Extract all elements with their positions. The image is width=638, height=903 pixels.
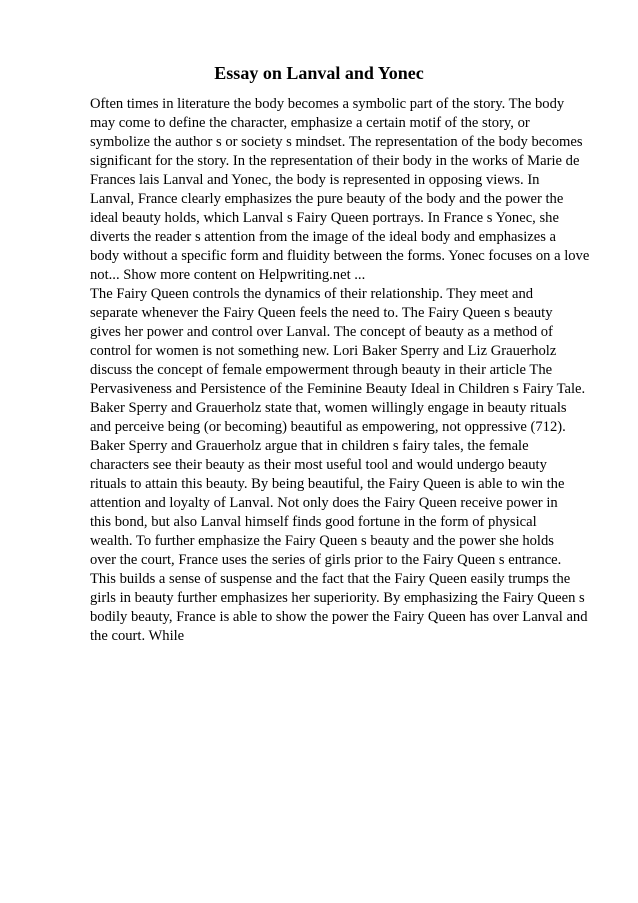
body-text-line: attention and loyalty of Lanval. Not only does the Fairy Queen receive power in — [90, 495, 558, 511]
body-text-line: Frances lais Lanval and Yonec, the body is represented in opposing views. In — [90, 172, 540, 188]
body-text-line: The Fairy Queen controls the dynamics of their relationship. They meet and — [90, 286, 534, 302]
body-text-line: ideal beauty holds, which Lanval s Fairy Queen portrays. In France s Yonec, she — [90, 210, 559, 226]
body-text-line: Pervasiveness and Persistence of the Feminine Beauty Ideal in Children s Fairy Tale. — [90, 381, 586, 397]
body-text-line: Often times in literature the body becomes a symbolic part of the story. The body — [90, 96, 565, 112]
body-text-line: Lanval, France clearly emphasizes the pure beauty of the body and the power the — [90, 191, 564, 207]
body-text-line: may come to define the character, emphasize a certain motif of the story, or — [90, 115, 530, 131]
document-body — [90, 95, 590, 646]
body-text-line: girls in beauty further emphasizes her superiority. By emphasizing the Fairy Queen s — [90, 590, 585, 606]
body-text-line: characters see their beauty as their most useful tool and would undergo beauty — [90, 457, 547, 473]
body-text-line: wealth. To further emphasize the Fairy Queen s beauty and the power she holds — [90, 533, 554, 549]
body-text-line: this bond, but also Lanval himself finds good fortune in the form of physical — [90, 514, 537, 530]
body-text-line: discuss the concept of female empowerment through beauty in their article The — [90, 362, 553, 378]
body-text-line: Baker Sperry and Grauerholz argue that in children s fairy tales, the female — [90, 438, 529, 454]
body-text-line: over the court, France uses the series of girls prior to the Fairy Queen s entrance. — [90, 552, 562, 568]
body-text-line: gives her power and control over Lanval. The concept of beauty as a method of — [90, 324, 553, 340]
body-text-line: body without a specific form and fluidity between the forms. Yonec focuses on a love — [90, 248, 590, 264]
body-text-line: symbolize the author s or society s mindset. The representation of the body becomes — [90, 134, 583, 150]
body-text-line: the court. While — [90, 628, 185, 644]
body-text-line: not... Show more content on Helpwriting.net ... — [90, 267, 366, 283]
body-text-line: diverts the reader s attention from the image of the ideal body and emphasizes a — [90, 229, 557, 245]
body-text-line: control for women is not something new. Lori Baker Sperry and Liz Grauerholz — [90, 343, 557, 359]
body-text-line: separate whenever the Fairy Queen feels the need to. The Fairy Queen s beauty — [90, 305, 553, 321]
body-text-line: significant for the story. In the representation of their body in the works of Marie de — [90, 153, 580, 169]
body-text-line: bodily beauty, France is able to show the power the Fairy Queen has over Lanval and — [90, 609, 588, 625]
body-text-line: and perceive being (or becoming) beautiful as empowering, not oppressive (712). — [90, 419, 566, 435]
document-title: Essay on Lanval and Yonec — [214, 63, 424, 83]
body-text-line: This builds a sense of suspense and the fact that the Fairy Queen easily trumps the — [90, 571, 571, 587]
body-text-line: Baker Sperry and Grauerholz state that, women willingly engage in beauty rituals — [90, 400, 567, 416]
body-text-line: rituals to attain this beauty. By being beautiful, the Fairy Queen is able to win the — [90, 476, 565, 492]
